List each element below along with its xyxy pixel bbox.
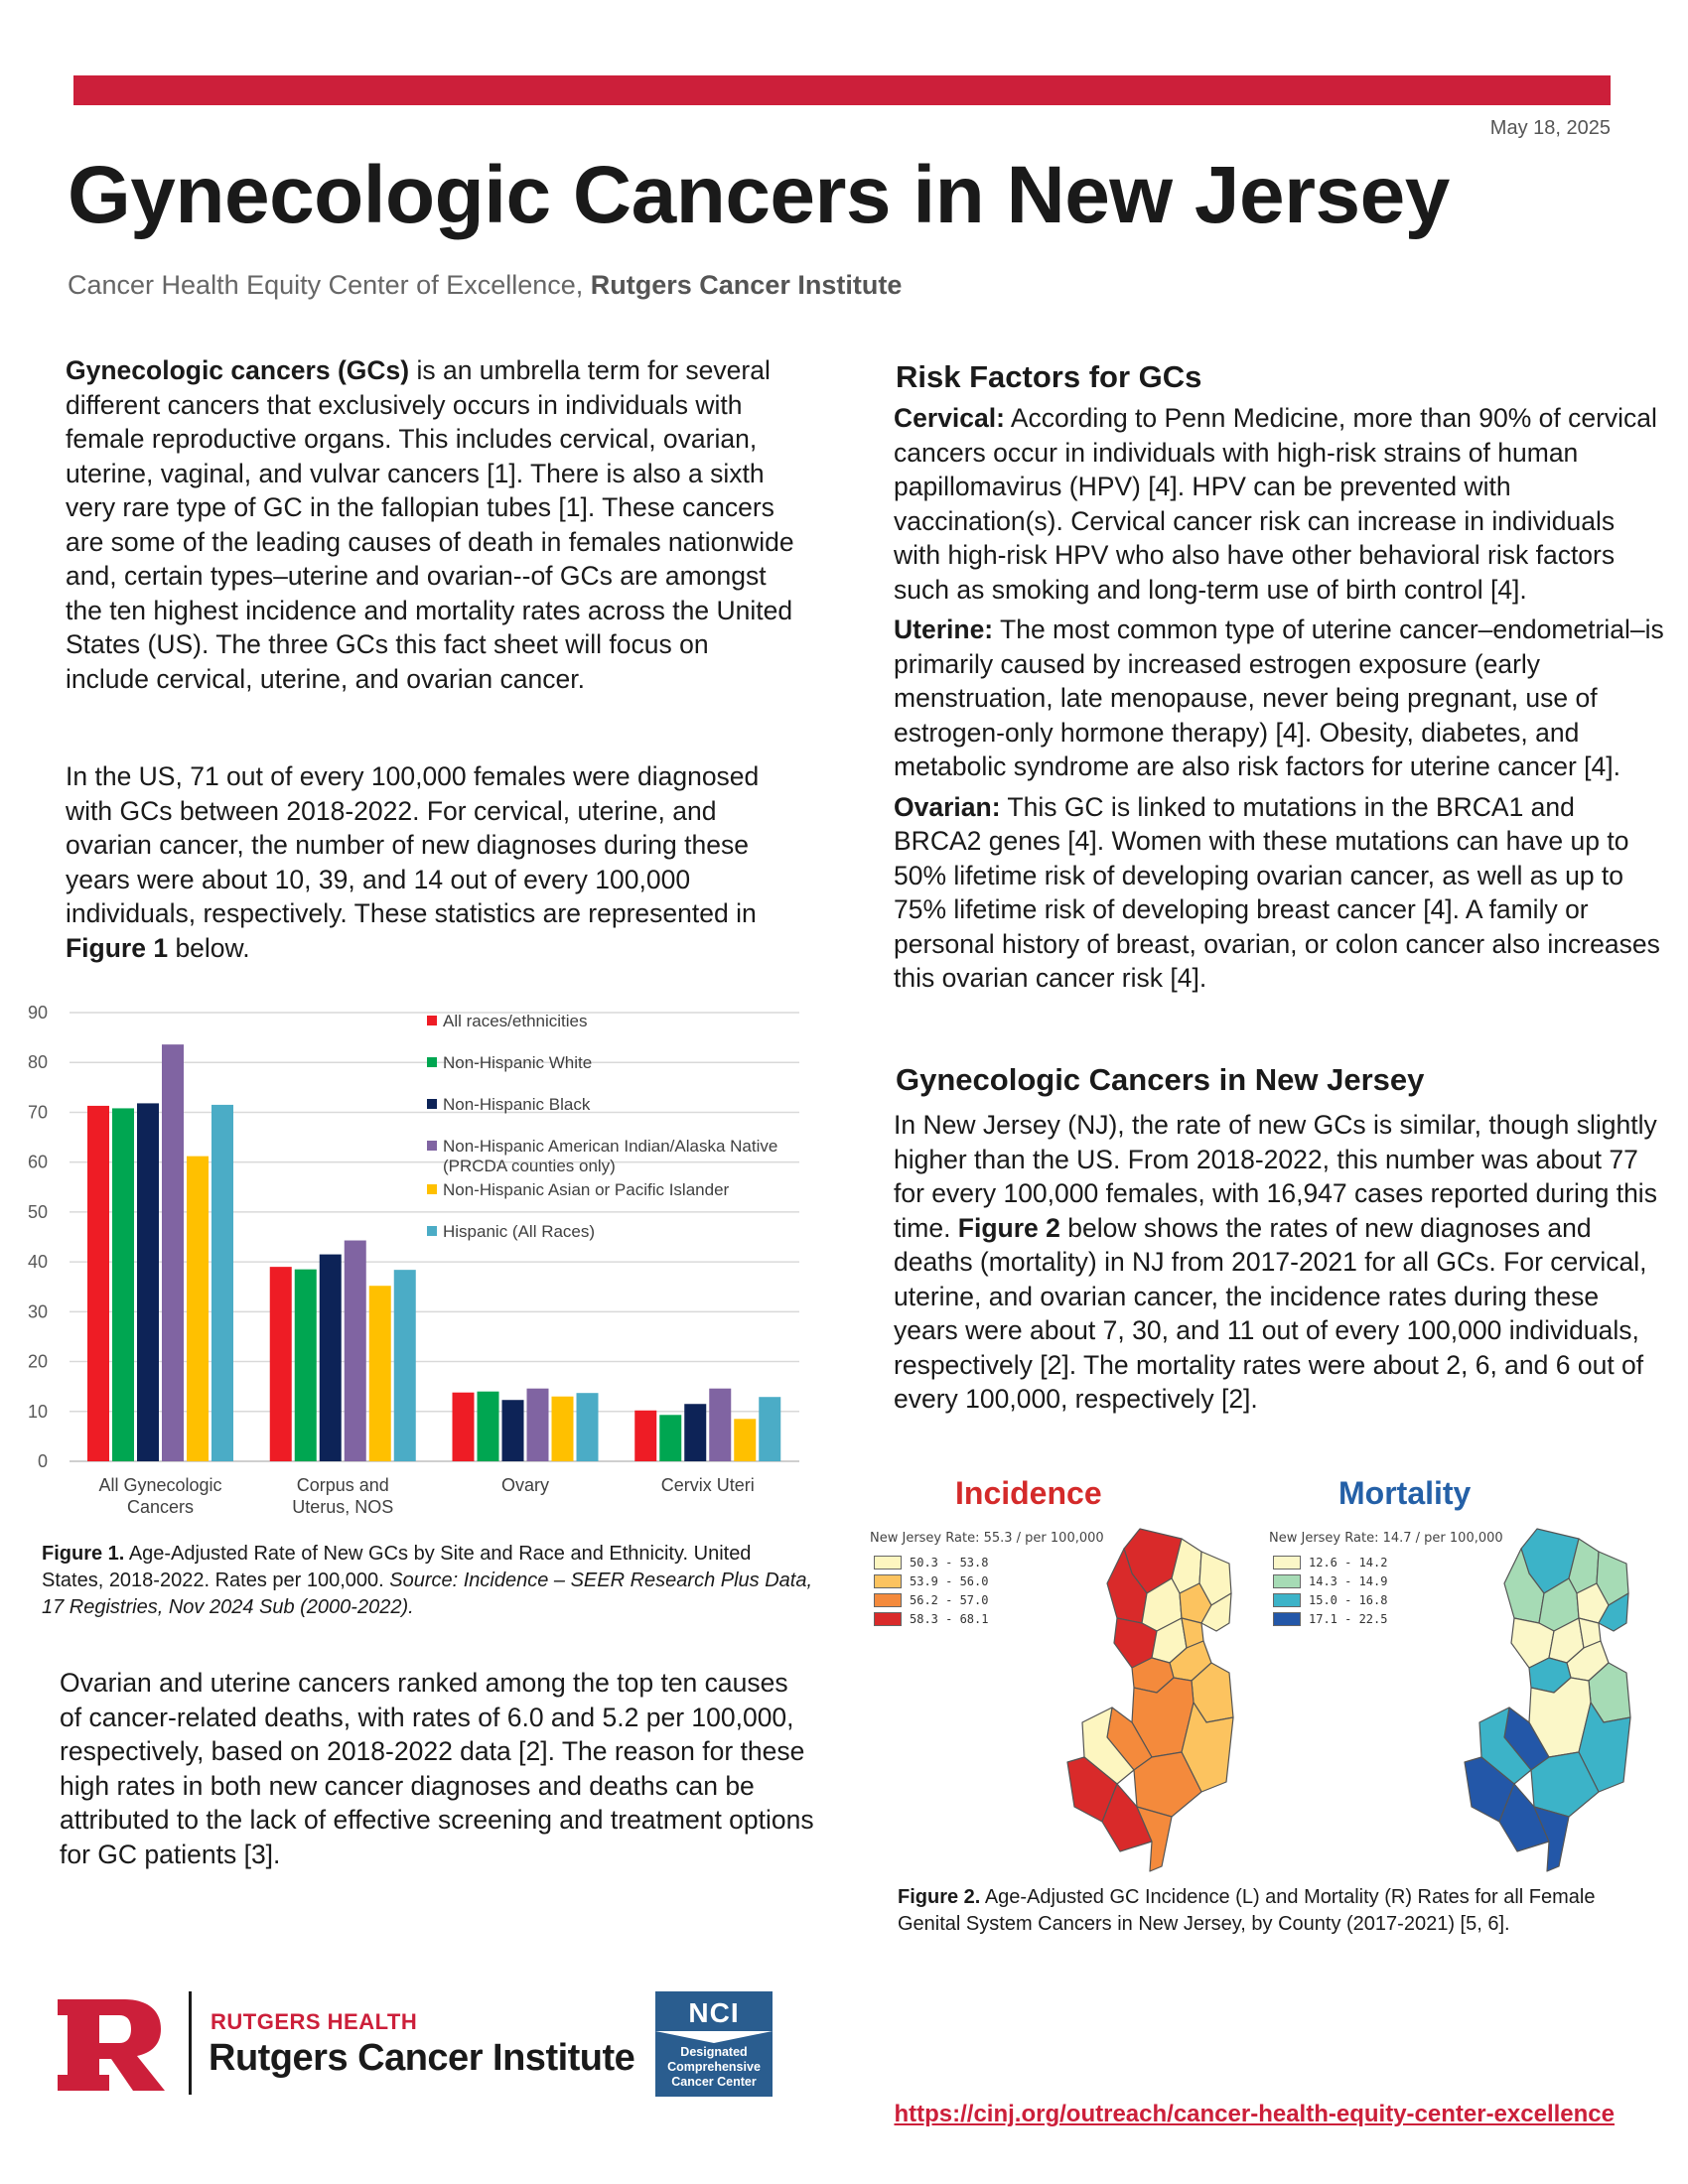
bar (577, 1393, 599, 1461)
institute-name: Rutgers Cancer Institute (209, 2037, 635, 2079)
bar (684, 1404, 706, 1461)
figure1-caption (42, 1541, 816, 1621)
x-tick-label: All Gynecologic (98, 1475, 222, 1495)
nci-line: Cancer Center (671, 2075, 757, 2089)
legend-swatch (1273, 1612, 1301, 1626)
legend-row (1273, 1609, 1387, 1628)
figure2-label: Figure 2. (898, 1886, 981, 1908)
legend-range: 53.9 - 56.0 (910, 1573, 989, 1588)
chart-legend (427, 1012, 777, 1241)
chart-x-tick-labels (98, 1475, 754, 1517)
cervical-label: Cervical: (894, 403, 1005, 433)
page-title: Gynecologic Cancers in New Jersey (68, 150, 1450, 240)
y-tick-label: 70 (27, 1102, 48, 1123)
intro-term: Gynecologic cancers (GCs) (66, 355, 410, 385)
legend-swatch (874, 1556, 902, 1570)
y-tick-label: 10 (27, 1401, 48, 1422)
nj-paragraph (894, 1108, 1668, 1417)
mortality-county-map (1460, 1524, 1658, 1881)
nci-lines (655, 2045, 773, 2090)
publication-date: May 18, 2025 (1489, 117, 1611, 139)
us-stats-paragraph (66, 759, 795, 965)
legend-row (874, 1590, 988, 1609)
x-tick-label: Uterus, NOS (292, 1497, 394, 1517)
nci-line: Designated (680, 2045, 748, 2059)
risk-factors-heading: Risk Factors for GCs (896, 359, 1202, 394)
y-tick-label: 50 (27, 1201, 48, 1222)
legend-row (1273, 1571, 1387, 1590)
legend-swatch (427, 1016, 437, 1025)
incidence-map-title: Incidence (955, 1475, 1102, 1511)
figure1-bar-chart (20, 1003, 834, 1539)
chart-y-tick-labels (28, 1003, 48, 1471)
mortality-state-rate: New Jersey Rate: 14.7 / per 100,000 (1269, 1531, 1503, 1546)
intro-paragraph (66, 353, 795, 696)
bar (734, 1419, 756, 1461)
risk-factors-body (894, 401, 1668, 1002)
logo-divider (189, 1991, 192, 2095)
ranked-paragraph (60, 1666, 814, 1871)
legend-swatch (1273, 1556, 1301, 1570)
figure2-ref: Figure 2 (957, 1212, 1060, 1243)
legend-row (1273, 1553, 1387, 1571)
incidence-map-legend (874, 1553, 988, 1628)
ovarian-label: Ovarian: (894, 791, 1001, 822)
legend-row (874, 1609, 988, 1628)
bar (502, 1400, 524, 1461)
nci-designation-badge (655, 1991, 773, 2097)
ovarian-risk (894, 790, 1668, 996)
y-tick-label: 80 (27, 1052, 48, 1073)
legend-swatch (874, 1612, 902, 1626)
legend-swatch (427, 1141, 437, 1151)
bar (320, 1255, 342, 1461)
bar (295, 1270, 317, 1461)
legend-swatch (427, 1099, 437, 1109)
bar (112, 1108, 134, 1461)
y-tick-label: 30 (27, 1301, 48, 1322)
uterine-risk (894, 613, 1668, 784)
figure2-caption (898, 1884, 1652, 1938)
legend-range: 50.3 - 53.8 (910, 1555, 989, 1570)
cervical-text: According to Penn Medicine, more than 90% of cervical cancers occur in individuals with high-risk strains of human papillomavirus (HPV) [4]. HPV can be prevented with vaccination(s). Cervical cancer risk can increase in individuals with high-risk HPV who also have other behavioral risk factors such as smoking and long-term use of birth control [4]. (894, 403, 1657, 605)
legend-range: 56.2 - 57.0 (910, 1592, 989, 1607)
nj-text-tail: below shows the rates of new diagnoses and deaths (mortality) in NJ from 2017-2021 for all GCs. For cervical, uterine, and ovarian cancer, the incidence rates during these years were about 7, 30, and 11 out of every 100,000 individuals, respectively [2]. The mortality rates were about 2, 6, and 6 out of every 100,000, respectively [2]. (894, 1212, 1647, 1414)
legend-row (874, 1571, 988, 1590)
legend-range: 58.3 - 68.1 (910, 1611, 989, 1626)
legend-swatch (1273, 1593, 1301, 1607)
bar (394, 1270, 416, 1461)
figure1-source: Source: Incidence – SEER Research Plus Data, 17 Registries, Nov 2024 Sub (2000-2022). (42, 1570, 813, 1618)
legend-range: 12.6 - 14.2 (1309, 1555, 1388, 1570)
incidence-state-rate: New Jersey Rate: 55.3 / per 100,000 (870, 1531, 1104, 1546)
x-tick-label: Ovary (500, 1475, 550, 1495)
figure1-label: Figure 1. (42, 1543, 125, 1565)
x-tick-label: Corpus and (296, 1475, 389, 1495)
legend-swatch (874, 1593, 902, 1607)
legend-label: (PRCDA counties only) (443, 1157, 616, 1175)
y-tick-label: 40 (27, 1252, 48, 1273)
y-tick-label: 60 (27, 1152, 48, 1172)
bar (369, 1286, 391, 1461)
bar (87, 1106, 109, 1461)
x-tick-label: Cancers (126, 1497, 195, 1517)
legend-label: Non-Hispanic Asian or Pacific Islander (443, 1180, 730, 1199)
figure1-text: Age-Adjusted Rate of New GCs by Site and Race and Ethnicity. United States, 2018-2022. Rates per 100,000. (42, 1543, 752, 1591)
ranked-text: Ovarian and uterine cancers ranked among the top ten causes of cancer-related deaths, with rates of 6.0 and 5.2 per 100,000, respectively, based on 2018-2022 data [2]. The reason for these high rates in both new cancer diagnoses and deaths can be attributed to the lack of effective screening and treatment options for GC patients [3]. (60, 1668, 814, 1869)
legend-label: Non-Hispanic White (443, 1053, 593, 1072)
nci-chevron (655, 2031, 773, 2043)
bar (478, 1392, 499, 1461)
bar (345, 1241, 366, 1461)
bar (709, 1389, 731, 1461)
x-tick-label: Cervix Uteri (660, 1475, 755, 1495)
bar (759, 1397, 780, 1461)
nj-text: In New Jersey (NJ), the rate of new GCs is similar, though slightly higher than the US. From 2018-2022, this number was about 77 for every 100,000 females, with 16,947 cases reported during this time. (894, 1110, 1657, 1243)
legend-swatch (427, 1226, 437, 1236)
bar (634, 1411, 656, 1461)
bar (187, 1157, 209, 1461)
legend-swatch (874, 1574, 902, 1588)
uterine-text: The most common type of uterine cancer–endometrial–is primarily caused by increased estrogen exposure (early menstruation, late menopause, never being pregnant, use of estrogen-only hormone therapy) [4]. Obesity, diabetes, and metabolic syndrome are also risk factors for uterine cancer [4]. (894, 614, 1664, 781)
incidence-county-map (1062, 1524, 1261, 1881)
figure1-ref: Figure 1 (66, 932, 169, 963)
bar (659, 1415, 681, 1461)
bar (162, 1044, 184, 1461)
bar (527, 1389, 549, 1461)
y-tick-label: 90 (27, 1003, 48, 1023)
bar (453, 1393, 475, 1461)
header-red-bar (73, 75, 1611, 105)
legend-label: Non-Hispanic Black (443, 1095, 591, 1114)
legend-label: Hispanic (All Races) (443, 1222, 596, 1241)
legend-swatch (427, 1057, 437, 1067)
us-stats-tail: below. (168, 932, 250, 963)
mortality-map-title: Mortality (1338, 1475, 1472, 1511)
bar (137, 1103, 159, 1461)
nci-label: NCI (688, 1997, 740, 2028)
intro-text: is an umbrella term for several different cancers that exclusively occurs in individuals with female reproductive organs. This includes cervical, ovarian, uterine, vaginal, and vulvar cancers [1]. There is also a sixth very rare type of GC in the fallopian tubes [1]. These cancers are some of the leading causes of death in females nationwide and, certain types–uterine and ovarian--of GCs are amongst the ten highest incidence and mortality rates across the United States (US). The three GCs this fact sheet will focus on include cervical, uterine, and ovarian cancer. (66, 355, 794, 694)
subtitle-institute: Rutgers Cancer Institute (590, 270, 903, 300)
bar (552, 1397, 574, 1461)
legend-range: 17.1 - 22.5 (1309, 1611, 1388, 1626)
legend-swatch (1273, 1574, 1301, 1588)
nci-line: Comprehensive (667, 2060, 761, 2074)
footer-link[interactable]: https://cinj.org/outreach/cancer-health-equity-center-excellence (894, 2101, 1615, 2127)
page-subtitle (68, 270, 902, 301)
legend-range: 14.3 - 14.9 (1309, 1573, 1388, 1588)
legend-label: All races/ethnicities (443, 1012, 588, 1030)
cervical-risk (894, 401, 1668, 607)
mortality-map-legend (1273, 1553, 1387, 1628)
y-tick-label: 20 (27, 1351, 48, 1372)
rutgers-r-logo (54, 1993, 173, 2097)
rutgers-health-label: RUTGERS HEALTH (211, 2009, 418, 2034)
legend-row (874, 1553, 988, 1571)
us-stats-text: In the US, 71 out of every 100,000 females were diagnosed with GCs between 2018-2022. For cervical, uterine, and ovarian cancer, the number of new diagnoses during these years were about 10, 39, and 14 out of every 100,000 individuals, respectively. These statistics are represented in (66, 761, 760, 928)
figure2-text: Age-Adjusted GC Incidence (L) and Mortality (R) Rates for all Female Genital System Cancers in New Jersey, by County (2017-2021) [5, 6]. (898, 1886, 1596, 1935)
legend-label: Non-Hispanic American Indian/Alaska Native (443, 1137, 778, 1156)
y-tick-label: 0 (37, 1451, 48, 1471)
bar (270, 1267, 292, 1461)
subtitle-org: Cancer Health Equity Center of Excellence, (68, 270, 584, 300)
ovarian-text: This GC is linked to mutations in the BRCA1 and BRCA2 genes [4]. Women with these mutations can have up to 50% lifetime risk of developing ovarian cancer, as well as up to 75% lifetime risk of developing breast cancer [4]. A family or personal history of breast, ovarian, or colon cancer also increases this ovarian cancer risk [4]. (894, 791, 1660, 993)
legend-range: 15.0 - 16.8 (1309, 1592, 1388, 1607)
uterine-label: Uterine: (894, 614, 994, 644)
bar (211, 1105, 233, 1461)
legend-swatch (427, 1184, 437, 1194)
legend-row (1273, 1590, 1387, 1609)
nj-section-heading: Gynecologic Cancers in New Jersey (896, 1062, 1425, 1097)
